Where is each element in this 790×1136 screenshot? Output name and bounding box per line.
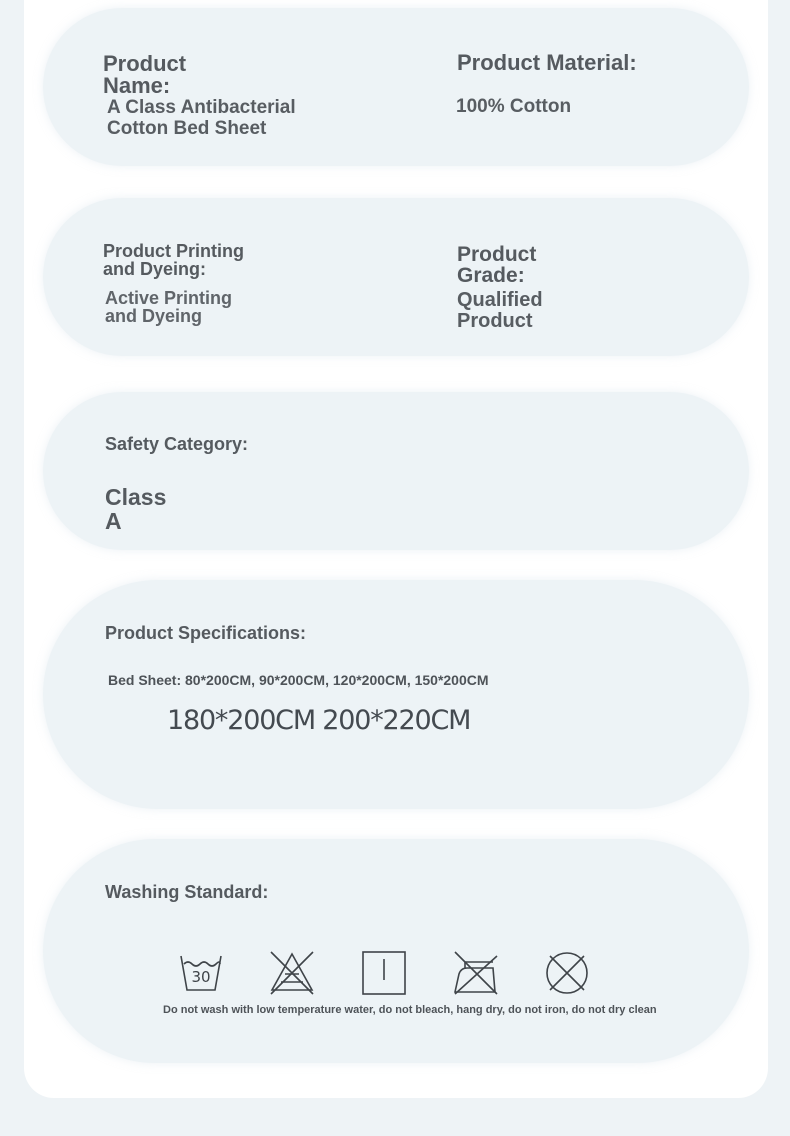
specifications-label: Product Specifications: <box>105 623 307 643</box>
product-grade-label: Product Grade: <box>457 243 537 287</box>
safety-category-value: Class A <box>105 484 167 534</box>
product-name-label: Product Name: <box>103 51 187 98</box>
wash-temperature-text: 30 <box>191 968 211 986</box>
printing-dyeing-label: Product Printing and Dyeing: <box>103 241 244 279</box>
specifications-panel <box>43 580 749 809</box>
washing-instructions-text: Do not wash with low temperature water, do not bleach, hang dry, do not iron, do not dry clean <box>163 1004 657 1016</box>
specifications-large-sizes: 180*200CM 200*220CM <box>167 705 471 736</box>
washing-standard-label: Washing Standard: <box>105 882 269 902</box>
product-material-value: 100% Cotton <box>456 96 572 117</box>
product-name-value: A Class Antibacterial Cotton Bed Sheet <box>107 97 296 139</box>
product-material-label: Product Material: <box>457 50 637 75</box>
product-grade-value: Qualified Product <box>457 289 543 332</box>
no-bleach-icon <box>269 950 315 996</box>
printing-dyeing-value: Active Printing and Dyeing <box>105 288 233 326</box>
hang-dry-icon <box>361 950 407 996</box>
no-iron-icon <box>453 950 499 996</box>
wash-30-icon <box>178 950 224 996</box>
specifications-sizes-line: Bed Sheet: 80*200CM, 90*200CM, 120*200CM, 150*200CM <box>108 672 489 688</box>
safety-category-label: Safety Category: <box>105 434 249 454</box>
no-dry-clean-icon <box>544 950 590 996</box>
